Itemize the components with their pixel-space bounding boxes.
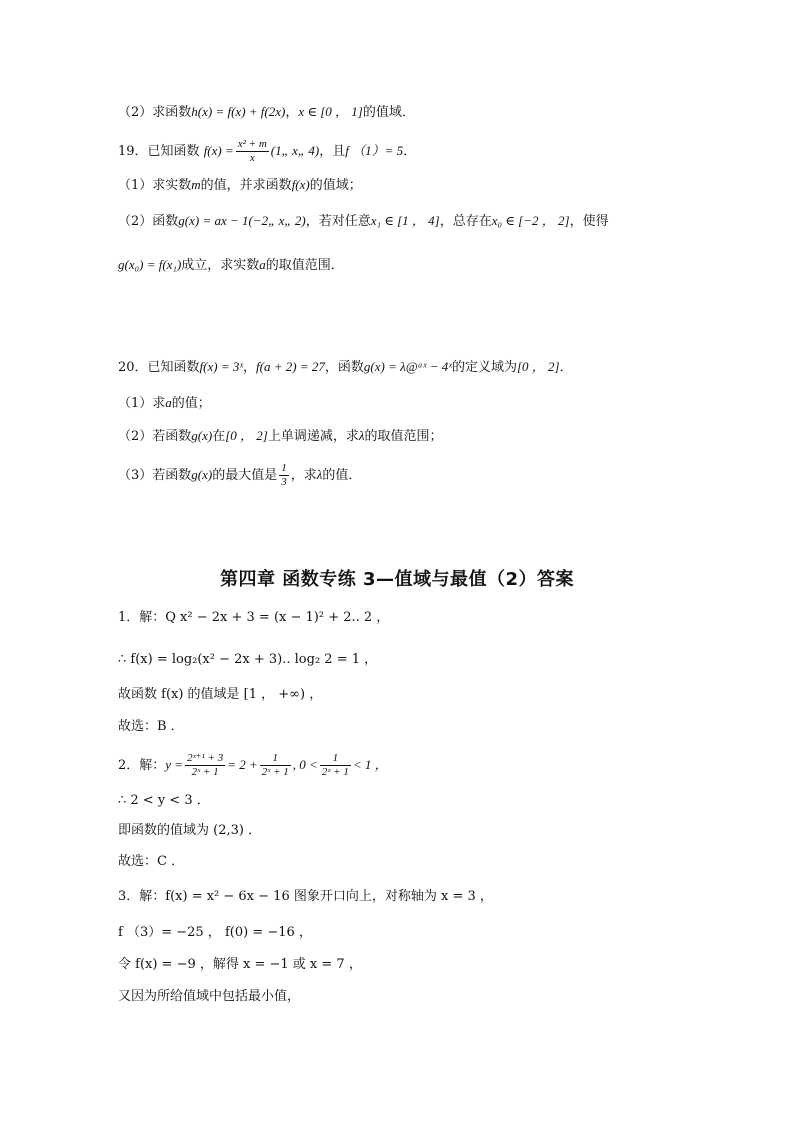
- q19-part2-a: a: [259, 257, 266, 272]
- q19-part1-prefix: （1）求实数: [118, 178, 192, 193]
- q20-statement: [118, 358, 573, 377]
- q20-part3-mid: 的最大值是: [212, 468, 278, 483]
- q19-function-lhs: f(x) =: [203, 143, 234, 158]
- answer2-fraction3-denominator: 2ˣ + 1: [321, 766, 349, 778]
- q20-part2-prefix: （2）若函数: [118, 429, 192, 444]
- q20-part2-mid2: 上单调递减，求: [267, 429, 359, 444]
- q20-fa: f(a + 2) = 27: [256, 359, 325, 374]
- q20-part3-mid2: ，求: [290, 468, 317, 483]
- q19-part2-cont: [118, 256, 344, 275]
- q20-number: 20．已知函数: [118, 360, 200, 375]
- answer2-fraction2: [260, 752, 291, 779]
- answer2-fraction3-numerator: 1: [320, 752, 351, 766]
- q20-g: g(x) = λ@ᵃˣ − 4ˣ: [363, 359, 452, 374]
- answer2-fraction1: [185, 752, 225, 779]
- q19-part2-equation: g(x₀) = f(x₁): [118, 257, 182, 272]
- q20-domain: [0 ， 2]: [517, 359, 560, 374]
- q20-part2-domain: [0 ， 2]: [225, 428, 268, 443]
- q20-part3-lambda: λ: [316, 467, 323, 482]
- q19-part1: [118, 176, 362, 195]
- q18-part2-suffix: 的值域．: [362, 105, 415, 120]
- q19-end: ．: [403, 144, 417, 159]
- q20-part1: [118, 394, 211, 413]
- q19-part2: [118, 212, 609, 231]
- answer2-mid: , 0 <: [292, 757, 318, 772]
- q19-part1-mid: 的值，并求函数: [200, 178, 292, 193]
- answer-section-title: 第四章 函数专练 3—值域与最值（2）答案: [219, 569, 575, 590]
- q19-part2-prefix: （2）函数: [118, 214, 179, 229]
- answer2-prefix: 2．解：: [118, 758, 166, 773]
- q19-given: ，且: [319, 144, 346, 159]
- q20-f: f(x) = 3ˣ: [199, 359, 244, 374]
- answer2-fraction3: [320, 752, 351, 779]
- q19-part2-mid: ，若对任意: [305, 214, 371, 229]
- answer2-fraction1-numerator: 2ˣ⁺¹ + 3: [187, 752, 224, 764]
- q19-part1-m: m: [191, 177, 201, 192]
- q20-part3-prefix: （3）若函数: [118, 468, 192, 483]
- q19-statement: [118, 138, 416, 165]
- answer2-line3: 即函数的值域为 (2,3) ．: [118, 823, 262, 838]
- q19-fraction-numerator: x² + m: [237, 138, 267, 150]
- q20-mid2: 的定义域为: [451, 360, 517, 375]
- answer2-end: < 1 ，: [352, 757, 388, 772]
- answer3-line3: 令 f(x) = −9 ，解得 x = −1 或 x = 7 ，: [118, 957, 362, 972]
- q18-part2-comma: ，: [285, 105, 299, 120]
- answer1-line1: 1．解：Q x² − 2x + 3 = (x − 1)² + 2.. 2 ，: [118, 610, 390, 625]
- answer2-fraction2-denominator: 2ˣ + 1: [261, 766, 289, 778]
- q18-part2-domain: x ∈ [0 ， 1]: [298, 104, 363, 119]
- q19-condition: (1„ x„ 4): [270, 143, 320, 158]
- q20-part3-fraction: [279, 462, 289, 489]
- answer2-line1: [118, 752, 388, 779]
- q19-part2-mid2: ，总存在: [439, 214, 492, 229]
- q18-part2: [118, 103, 415, 122]
- q20-mid: ，函数: [324, 360, 364, 375]
- q20-part1-prefix: （1）求: [118, 396, 166, 411]
- q18-part2-prefix: （2）求函数: [118, 105, 192, 120]
- answer1-line2: ∴ f(x) = log₂(x² − 2x + 3).. log₂ 2 = 1 ，: [118, 652, 378, 667]
- q19-part2-cont-mid: 成立，求实数: [181, 258, 260, 273]
- q19-part1-suffix: 的值域；: [309, 178, 362, 193]
- q19-fraction-denominator: x: [249, 152, 255, 164]
- q20-part3-fraction-numerator: 1: [281, 462, 287, 474]
- q20-sep: ，: [243, 360, 257, 375]
- answer3-line1: 3．解：f(x) = x² − 6x − 16 图象开口向上，对称轴为 x = 3 ，: [118, 889, 493, 904]
- q20-part2-suffix: 的取值范围；: [364, 429, 443, 444]
- q19-number: 19．已知函数: [118, 144, 200, 159]
- q20-end: ．: [559, 360, 573, 375]
- answer2-y: y =: [165, 757, 184, 772]
- answer2-line4: 故选：C ．: [118, 854, 185, 869]
- q20-part2-lambda: λ: [358, 428, 365, 443]
- q19-part2-g: g(x) = ax − 1(−2„ x„ 2): [178, 213, 306, 228]
- q20-part1-suffix: 的值；: [171, 396, 211, 411]
- q19-part2-suffix: ，使得: [569, 214, 609, 229]
- q20-part3-suffix: 的值．: [322, 468, 362, 483]
- answer3-line4: 又因为所给值域中包括最小值，: [118, 989, 301, 1004]
- q20-part2: [118, 427, 443, 446]
- q20-part2-g: g(x): [191, 428, 213, 443]
- answer2-line2: ∴ 2 < y < 3 ．: [118, 793, 210, 808]
- q19-part1-fx: f(x): [291, 177, 310, 192]
- answer1-line4: 故选：B ．: [118, 719, 184, 734]
- q19-f-value: f （1）= 5: [345, 143, 404, 158]
- answer1-line3: 故函数 f(x) 的值域是 [1 ， +∞) ，: [118, 687, 323, 702]
- q18-part2-expression: h(x) = f(x) + f(2x): [191, 104, 286, 119]
- answer2-fraction1-denominator: 2ˣ + 1: [191, 766, 219, 778]
- answer2-fraction2-numerator: 1: [260, 752, 291, 766]
- q20-part3-fraction-denominator: 3: [281, 476, 287, 488]
- q19-part2-x1: x₁ ∈ [1 ， 4]: [370, 213, 440, 228]
- q20-part1-a: a: [165, 395, 172, 410]
- q20-part2-mid: 在: [212, 429, 226, 444]
- q19-part2-x0: x₀ ∈ [−2 ， 2]: [491, 213, 570, 228]
- q20-part3-g: g(x): [191, 467, 213, 482]
- answer3-line2: f （3）= −25 ， f(0) = −16 ，: [118, 925, 312, 940]
- answer2-eq: = 2 +: [227, 757, 258, 772]
- q20-part3: [118, 462, 361, 489]
- q19-part2-cont-suffix: 的取值范围．: [265, 258, 344, 273]
- q19-fraction: [236, 138, 269, 165]
